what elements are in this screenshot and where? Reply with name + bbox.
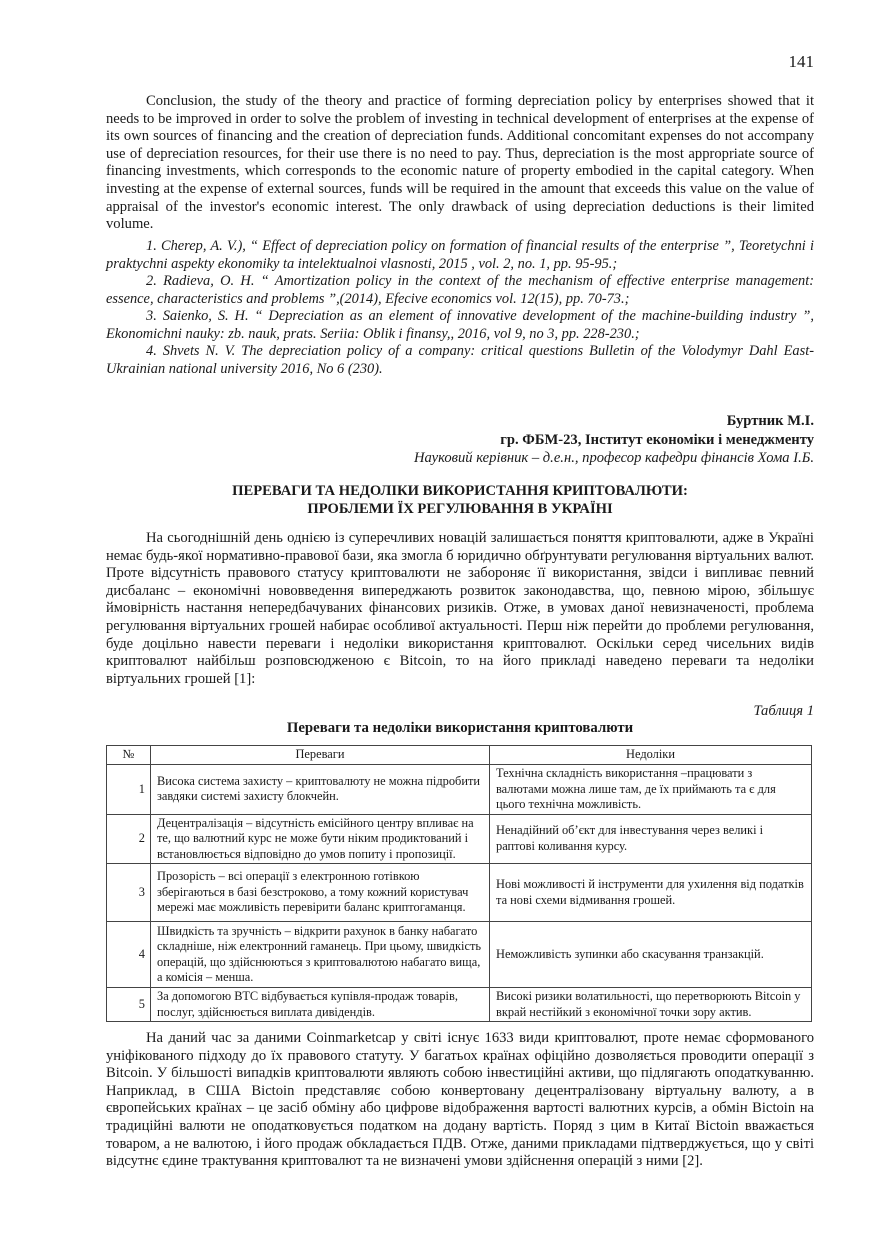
outro-section	[106, 1030, 814, 1171]
table-header-row	[107, 746, 812, 765]
pros-cons-table	[106, 745, 812, 1022]
row-cons: Нові можливості й інструменти для ухилення від податків та нові схеми відмивання грошей.	[490, 864, 812, 922]
row-pros: Прозорість – всі операції з електронною готівкою зберігаються в базі безстроково, а тому кожний користувач мережі має можливість перевірити баланс криптогаманця.	[151, 864, 490, 922]
table-label: Таблиця 1	[753, 703, 814, 719]
article-title-line2: ПРОБЛЕМИ ЇХ РЕГУЛЮВАННЯ В УКРАЇНІ	[307, 500, 613, 517]
author-affiliation: гр. ФБМ-23, Інститут економіки і менеджменту	[500, 431, 814, 448]
row-cons: Технічна складність використання –працювати з валютами можна лише там, де їх приймають та є для цього технічна можливість.	[490, 765, 812, 815]
row-pros: Швидкість та зручність – відкрити рахунок в банку набагато складніше, ніж електронний гаманець. При цьому, швидкість операцій, що здійснюються з криптовалютою набагато вища, а комісія – менша.	[151, 922, 490, 988]
row-cons: Неможливість зупинки або скасування транзакцій.	[490, 922, 812, 988]
row-pros: Децентралізація – відсутність емісійного центру впливає на те, що валютний курс не може бути ніким продиктований і встановлюється відповідно до умов попиту і пропозиції.	[151, 814, 490, 864]
conclusion-paragraph: Conclusion, the study of the theory and practice of forming depreciation policy by enterprises showed that it needs to be improved in order to solve the problem of investing in technical development of enterprises at the expense of its own sources of financing and the creation of depreciation funds. Additional concomitant expenses do not accompany use of depreciation resources, for their use there is no need to pay. Thus, depreciation is the most appropriate source of financing investments, which corresponds to the economic nature of property embodied in the capital category. When investing at the expense of external sources, funds will be required in the amount that exceeds this value on the value of appraisal of the investor's economic interest. The only drawback of using depreciation deductions is their limited volume.	[106, 93, 814, 233]
table-row	[107, 814, 812, 864]
article-title-line1: ПЕРЕВАГИ ТА НЕДОЛІКИ ВИКОРИСТАННЯ КРИПТОВАЛЮТИ:	[232, 483, 688, 499]
author-block	[106, 412, 814, 468]
header-pros: Переваги	[151, 746, 490, 765]
row-num: 4	[107, 922, 151, 988]
reference-item: 4. Shvets N. V. The depreciation policy of a company: critical questions Bulletin of the Volodymyr Dahl East-Ukrainian national university 2016, No 6 (230).	[106, 343, 814, 377]
row-pros: Висока система захисту – криптовалюту не можна підробити завдяки системі захисту блокчейн.	[151, 765, 490, 815]
header-num: №	[107, 746, 151, 765]
scientific-advisor: Науковий керівник – д.е.н., професор кафедри фінансів Хома І.Б.	[413, 450, 814, 466]
author-name: Буртник М.І.	[726, 413, 814, 429]
row-num: 3	[107, 864, 151, 922]
row-pros: За допомогою ВТС відбувається купівля-продаж товарів, послуг, здійснюється виплата дивідендів.	[151, 988, 490, 1022]
reference-item: 3. Saienko, S. H. “ Depreciation as an element of innovative development of the machine-building industry ”, Ekonomichni nauky: zb. nauk, prats. Seriia: Oblik i finansy,, 2016, vol 9, no 3, pp. 228-230.;	[106, 308, 814, 342]
row-cons: Високі ризики волатильності, що перетворюють Bitcoin у вкрай нестійкий з економічної точки зору актив.	[490, 988, 812, 1022]
table-title: Переваги та недоліки використання криптовалюти	[286, 720, 634, 736]
conclusion-section	[106, 93, 814, 234]
reference-item: 2. Radieva, O. H. “ Amortization policy in the context of the mechanism of effective enterprise management: essence, characteristics and problems ”,(2014), Efecive economics vol. 12(15), pp. 70-73.;	[106, 273, 814, 307]
page-number: 141	[788, 52, 814, 71]
intro-paragraph: На сьогоднішній день однією із суперечливих новацій залишається поняття криптовалюти, адже в Україні немає будь-якої нормативно-правової бази, яка змогла б юридично обґрунтувати регулювання віртуальних валют. Проте відсутність правового статусу криптовалюти не забороняє її використання, звідси і випливає певний дисбаланс – економічні нововведення випереджають розвиток законодавства, що, певною мірою, збільшує ймовірність настання непередбачуваних фінансових ризиків. Отже, в умовах даної невизначеності, проблема регулювання віртуальних грошей набирає особливої актуальності. Перш ніж перейти до проблеми регулювання, буде доцільно навести переваги і недоліки використання криптовалют. Оскільки серед чисельних видів криптовалют найбільш розповсюдженою є Bitcoin, то на його прикладі наведено переваги та недоліки віртуальних грошей [1]:	[106, 530, 814, 687]
reference-item: 1. Cherep, A. V.), “ Effect of depreciation policy on formation of financial results of the enterprise ”, Teoretychni i praktychni aspekty ekonomiky ta intelektualnoi vlasnosti, 2015 , vol. 2, no. 1, pp. 95-95.;	[106, 238, 814, 272]
table-row	[107, 765, 812, 815]
article-title	[106, 483, 814, 518]
table-row	[107, 864, 812, 922]
row-cons: Ненадійний об’єкт для інвестування через великі і раптові коливання курсу.	[490, 814, 812, 864]
table-row	[107, 922, 812, 988]
row-num: 2	[107, 814, 151, 864]
references-list	[106, 238, 814, 378]
header-cons: Недоліки	[490, 746, 812, 765]
row-num: 1	[107, 765, 151, 815]
intro-section	[106, 530, 814, 688]
table-row	[107, 988, 812, 1022]
outro-paragraph: На даний час за даними Coinmarketcap у світі існує 1633 види криптовалют, проте немає сформованого уніфікованого підходу до їх правового статуту. У багатьох країнах офіційно дозволяється проводити операції з Bitcoin. У більшості випадків криптовалюти являють собою інвестиційні активи, що підлягають оподаткуванню. Наприклад, в США Bictoin представляє собою конвертовану децентралізовану віртуальну валюту, а в європейських країнах – це засіб обміну або цифрове відображення вартості валютних курсів, а обмін Bictoin на традиційні валюти не оподатковується податком на додану вартість. Поряд з цим в Китаї Bictoin вважається товаром, а не валютою, і його продаж обкладається ПДВ. Отже, даними прикладами підтверджується, що у світі відсутнє єдине трактування криптовалют та не визначені умови здійснення операцій з ними [2].	[106, 1030, 814, 1170]
row-num: 5	[107, 988, 151, 1022]
